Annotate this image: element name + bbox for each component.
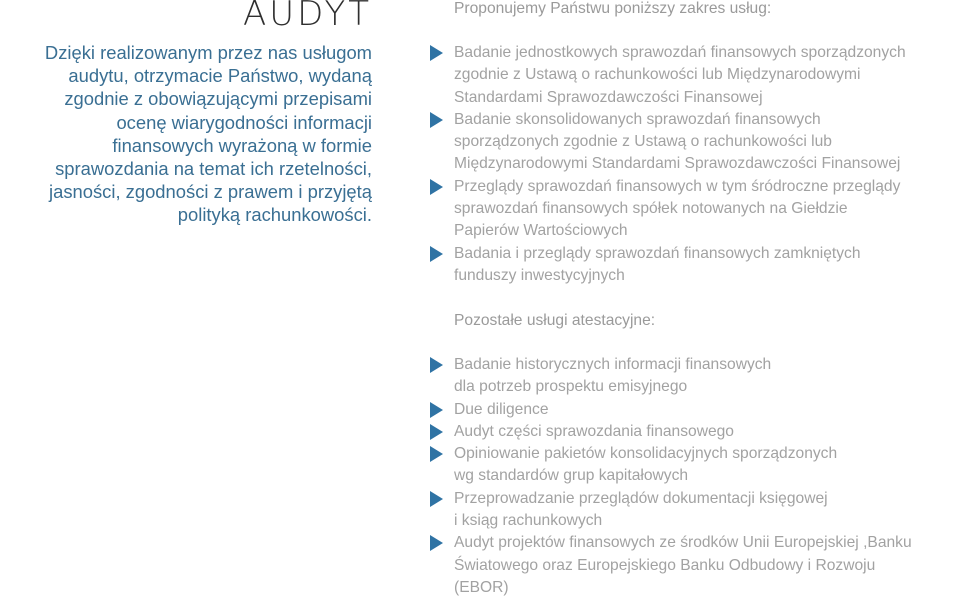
attest-heading: Pozostałe usługi atestacyjne: — [454, 312, 656, 329]
intro-line: audytu, otrzymacie Państwo, wydaną — [68, 65, 372, 87]
arrow-right-icon — [430, 357, 443, 373]
arrow-right-icon — [430, 491, 443, 507]
list-item: Opiniowanie pakietów konsolidacyjnych sporządzonych wg standardów grup kapitałowych — [430, 443, 960, 488]
arrow-right-icon — [430, 402, 443, 418]
arrow-right-icon — [430, 179, 443, 195]
services-list — [430, 42, 960, 287]
arrow-right-icon — [430, 246, 443, 262]
intro-line: ocenę wiarygodności informacji — [116, 111, 372, 133]
list-item: Badanie historycznych informacji finansowych dla potrzeb prospektu emisyjnego — [430, 354, 960, 399]
intro-line: Dzięki realizowanym przez nas usługom — [44, 42, 372, 63]
list-item: Badanie skonsolidowanych sprawozdań finansowych sporządzonych zgodnie z Ustawą o rachunkowości lub Międzynarodowymi Standardami Sprawozdawczości Finansowej — [430, 109, 960, 176]
arrow-right-icon — [430, 535, 443, 551]
intro-line: jasności, zgodności z prawem i przyjętą — [49, 181, 372, 203]
list-item: Due diligence — [430, 399, 960, 421]
attest-list — [430, 354, 960, 599]
arrow-right-icon — [430, 112, 443, 128]
list-item: Przeprowadzanie przeglądów dokumentacji księgowej i ksiąg rachunkowych — [430, 488, 960, 533]
intro-paragraph — [0, 41, 372, 227]
page-title: AUDYT — [242, 0, 372, 34]
arrow-right-icon — [430, 45, 443, 61]
intro-line: zgodnie z obowiązującymi przepisami — [64, 88, 372, 110]
list-item: Audyt projektów finansowych ze środków Unii Europejskiej ,Banku Światowego oraz Europejskiego Banku Odbudowy i Rozwoju (EBOR) — [430, 532, 960, 599]
audit-intro-column — [0, 0, 372, 227]
intro-line: sprawozdania na temat ich rzetelności, — [55, 158, 372, 180]
arrow-right-icon — [430, 446, 443, 462]
list-item: Badania i przeglądy sprawozdań finansowych zamkniętych funduszy inwestycyjnych — [430, 243, 960, 288]
intro-line: polityką rachunkowości. — [177, 204, 372, 226]
arrow-right-icon — [430, 424, 443, 440]
list-item: Przeglądy sprawozdań finansowych w tym śródroczne przeglądy sprawozdań finansowych spółek notowanych na Giełdzie Papierów Wartościowych — [430, 176, 960, 243]
intro-line: finansowych wyrażoną w formie — [112, 134, 372, 156]
list-item: Audyt części sprawozdania finansowego — [430, 421, 960, 443]
list-item: Badanie jednostkowych sprawozdań finansowych sporządzonych zgodnie z Ustawą o rachunkowości lub Międzynarodowymi Standardami Sprawozdawczości Finansowej — [430, 42, 960, 109]
services-heading: Proponujemy Państwu poniższy zakres usług: — [454, 0, 772, 17]
